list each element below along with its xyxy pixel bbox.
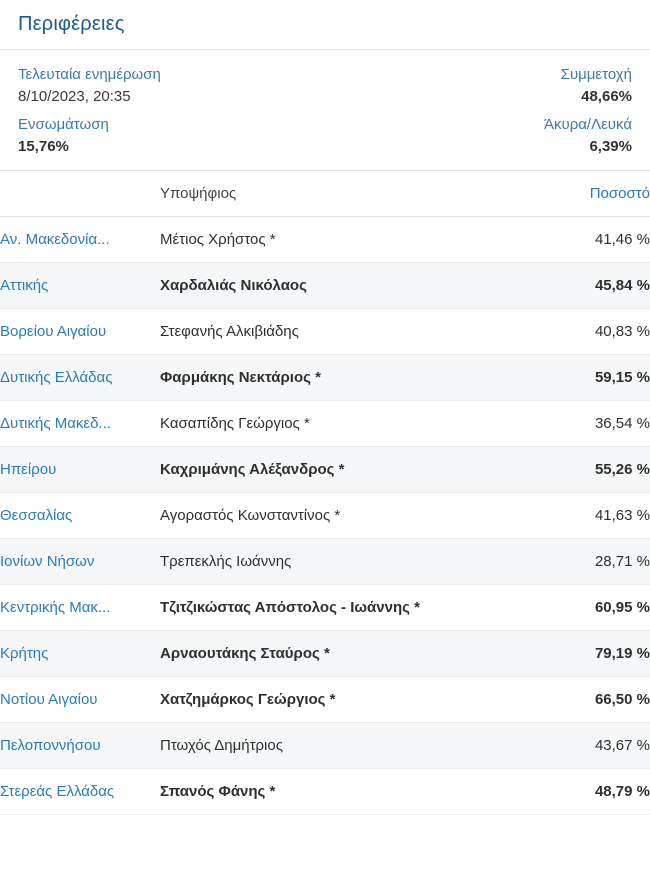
table-row[interactable] — [0, 217, 650, 263]
page-title: Περιφέρειες — [18, 13, 125, 35]
candidate-name: Καχριμάνης Αλέξανδρος * — [160, 461, 345, 478]
column-header-region — [0, 171, 160, 217]
table-row[interactable] — [0, 769, 650, 815]
candidate-name: Τρεπεκλής Ιωάννης — [160, 553, 292, 570]
region-link[interactable]: Αν. Μακεδονία... — [0, 231, 110, 248]
table-row[interactable] — [0, 401, 650, 447]
invalid-blank-block — [544, 114, 632, 158]
summary-row-2 — [18, 114, 632, 158]
invalid-blank-value: 6,39% — [589, 138, 632, 155]
region-link[interactable]: Αττικής — [0, 277, 49, 294]
column-header-percent[interactable]: Ποσοστό — [510, 171, 650, 217]
percent-value: 66,50 % — [594, 691, 650, 708]
candidate-name: Πτωχός Δημήτριος — [160, 737, 283, 754]
percent-value: 36,54 % — [594, 415, 650, 432]
candidate-name: Φαρμάκης Νεκτάριος * — [160, 369, 321, 386]
table-header — [0, 171, 650, 217]
candidate-name: Χαρδαλιάς Νικόλαος — [160, 277, 307, 294]
percent-value: 41,46 % — [594, 231, 650, 248]
summary-row-1 — [18, 64, 632, 108]
region-link[interactable]: Κρήτης — [0, 645, 49, 662]
table-row[interactable] — [0, 585, 650, 631]
last-update-block — [18, 64, 161, 108]
region-link[interactable]: Στερεάς Ελλάδας — [0, 783, 115, 800]
candidate-name: Αρναουτάκης Σταύρος * — [160, 645, 330, 662]
table-row[interactable] — [0, 355, 650, 401]
last-update-value: 8/10/2023, 20:35 — [18, 88, 131, 105]
table-row[interactable] — [0, 263, 650, 309]
percent-value: 45,84 % — [594, 277, 650, 294]
participation-block — [561, 64, 632, 108]
region-link[interactable]: Βορείου Αιγαίου — [0, 323, 107, 340]
invalid-blank-label: Άκυρα/Λευκά — [544, 116, 632, 133]
percent-value: 55,26 % — [594, 461, 650, 478]
region-link[interactable]: Πελοποννήσου — [0, 737, 101, 754]
table-row[interactable] — [0, 677, 650, 723]
percent-value: 59,15 % — [594, 369, 650, 386]
candidate-name: Χατζημάρκος Γεώργιος * — [160, 691, 336, 708]
percent-value: 60,95 % — [594, 599, 650, 616]
percent-value: 41,63 % — [594, 507, 650, 524]
table-row[interactable] — [0, 493, 650, 539]
candidate-name: Τζιτζικώστας Απόστολος - Ιωάννης * — [160, 599, 420, 616]
table-row[interactable] — [0, 631, 650, 677]
candidate-name: Σπανός Φάνης * — [160, 783, 276, 800]
percent-value: 40,83 % — [594, 323, 650, 340]
participation-value: 48,66% — [581, 88, 632, 105]
column-header-candidate: Υποψήφιος — [160, 171, 510, 217]
region-link[interactable]: Θεσσαλίας — [0, 507, 73, 524]
table-body — [0, 217, 650, 815]
table-row[interactable] — [0, 723, 650, 769]
region-link[interactable]: Ιονίων Νήσων — [0, 553, 95, 570]
region-link[interactable]: Νοτίου Αιγαίου — [0, 691, 98, 708]
table-row[interactable] — [0, 447, 650, 493]
candidate-name: Αγοραστός Κωνσταντίνος * — [160, 507, 341, 524]
candidate-name: Κασαπίδης Γεώργιος * — [160, 415, 310, 432]
table-header-row — [0, 171, 650, 217]
table-row[interactable] — [0, 539, 650, 585]
percent-value: 43,67 % — [594, 737, 650, 754]
percent-value: 79,19 % — [594, 645, 650, 662]
region-link[interactable]: Κεντρικής Μακ... — [0, 599, 111, 616]
candidate-name: Μέτιος Χρήστος * — [160, 231, 276, 248]
incorporation-block — [18, 114, 109, 158]
page-header — [0, 0, 650, 50]
incorporation-label: Ενσωμάτωση — [18, 116, 109, 133]
region-link[interactable]: Δυτικής Ελλάδας — [0, 369, 113, 386]
table-row[interactable] — [0, 309, 650, 355]
percent-value: 28,71 % — [594, 553, 650, 570]
region-link[interactable]: Ηπείρου — [0, 461, 57, 478]
candidate-name: Στεφανής Αλκιβιάδης — [160, 323, 299, 340]
region-link[interactable]: Δυτικής Μακεδ... — [0, 415, 111, 432]
summary-panel — [0, 50, 650, 171]
participation-label: Συμμετοχή — [560, 66, 632, 83]
percent-value: 48,79 % — [594, 783, 650, 800]
incorporation-value: 15,76% — [18, 138, 69, 155]
regions-results-table — [0, 171, 650, 815]
last-update-label: Τελευταία ενημέρωση — [18, 66, 161, 83]
